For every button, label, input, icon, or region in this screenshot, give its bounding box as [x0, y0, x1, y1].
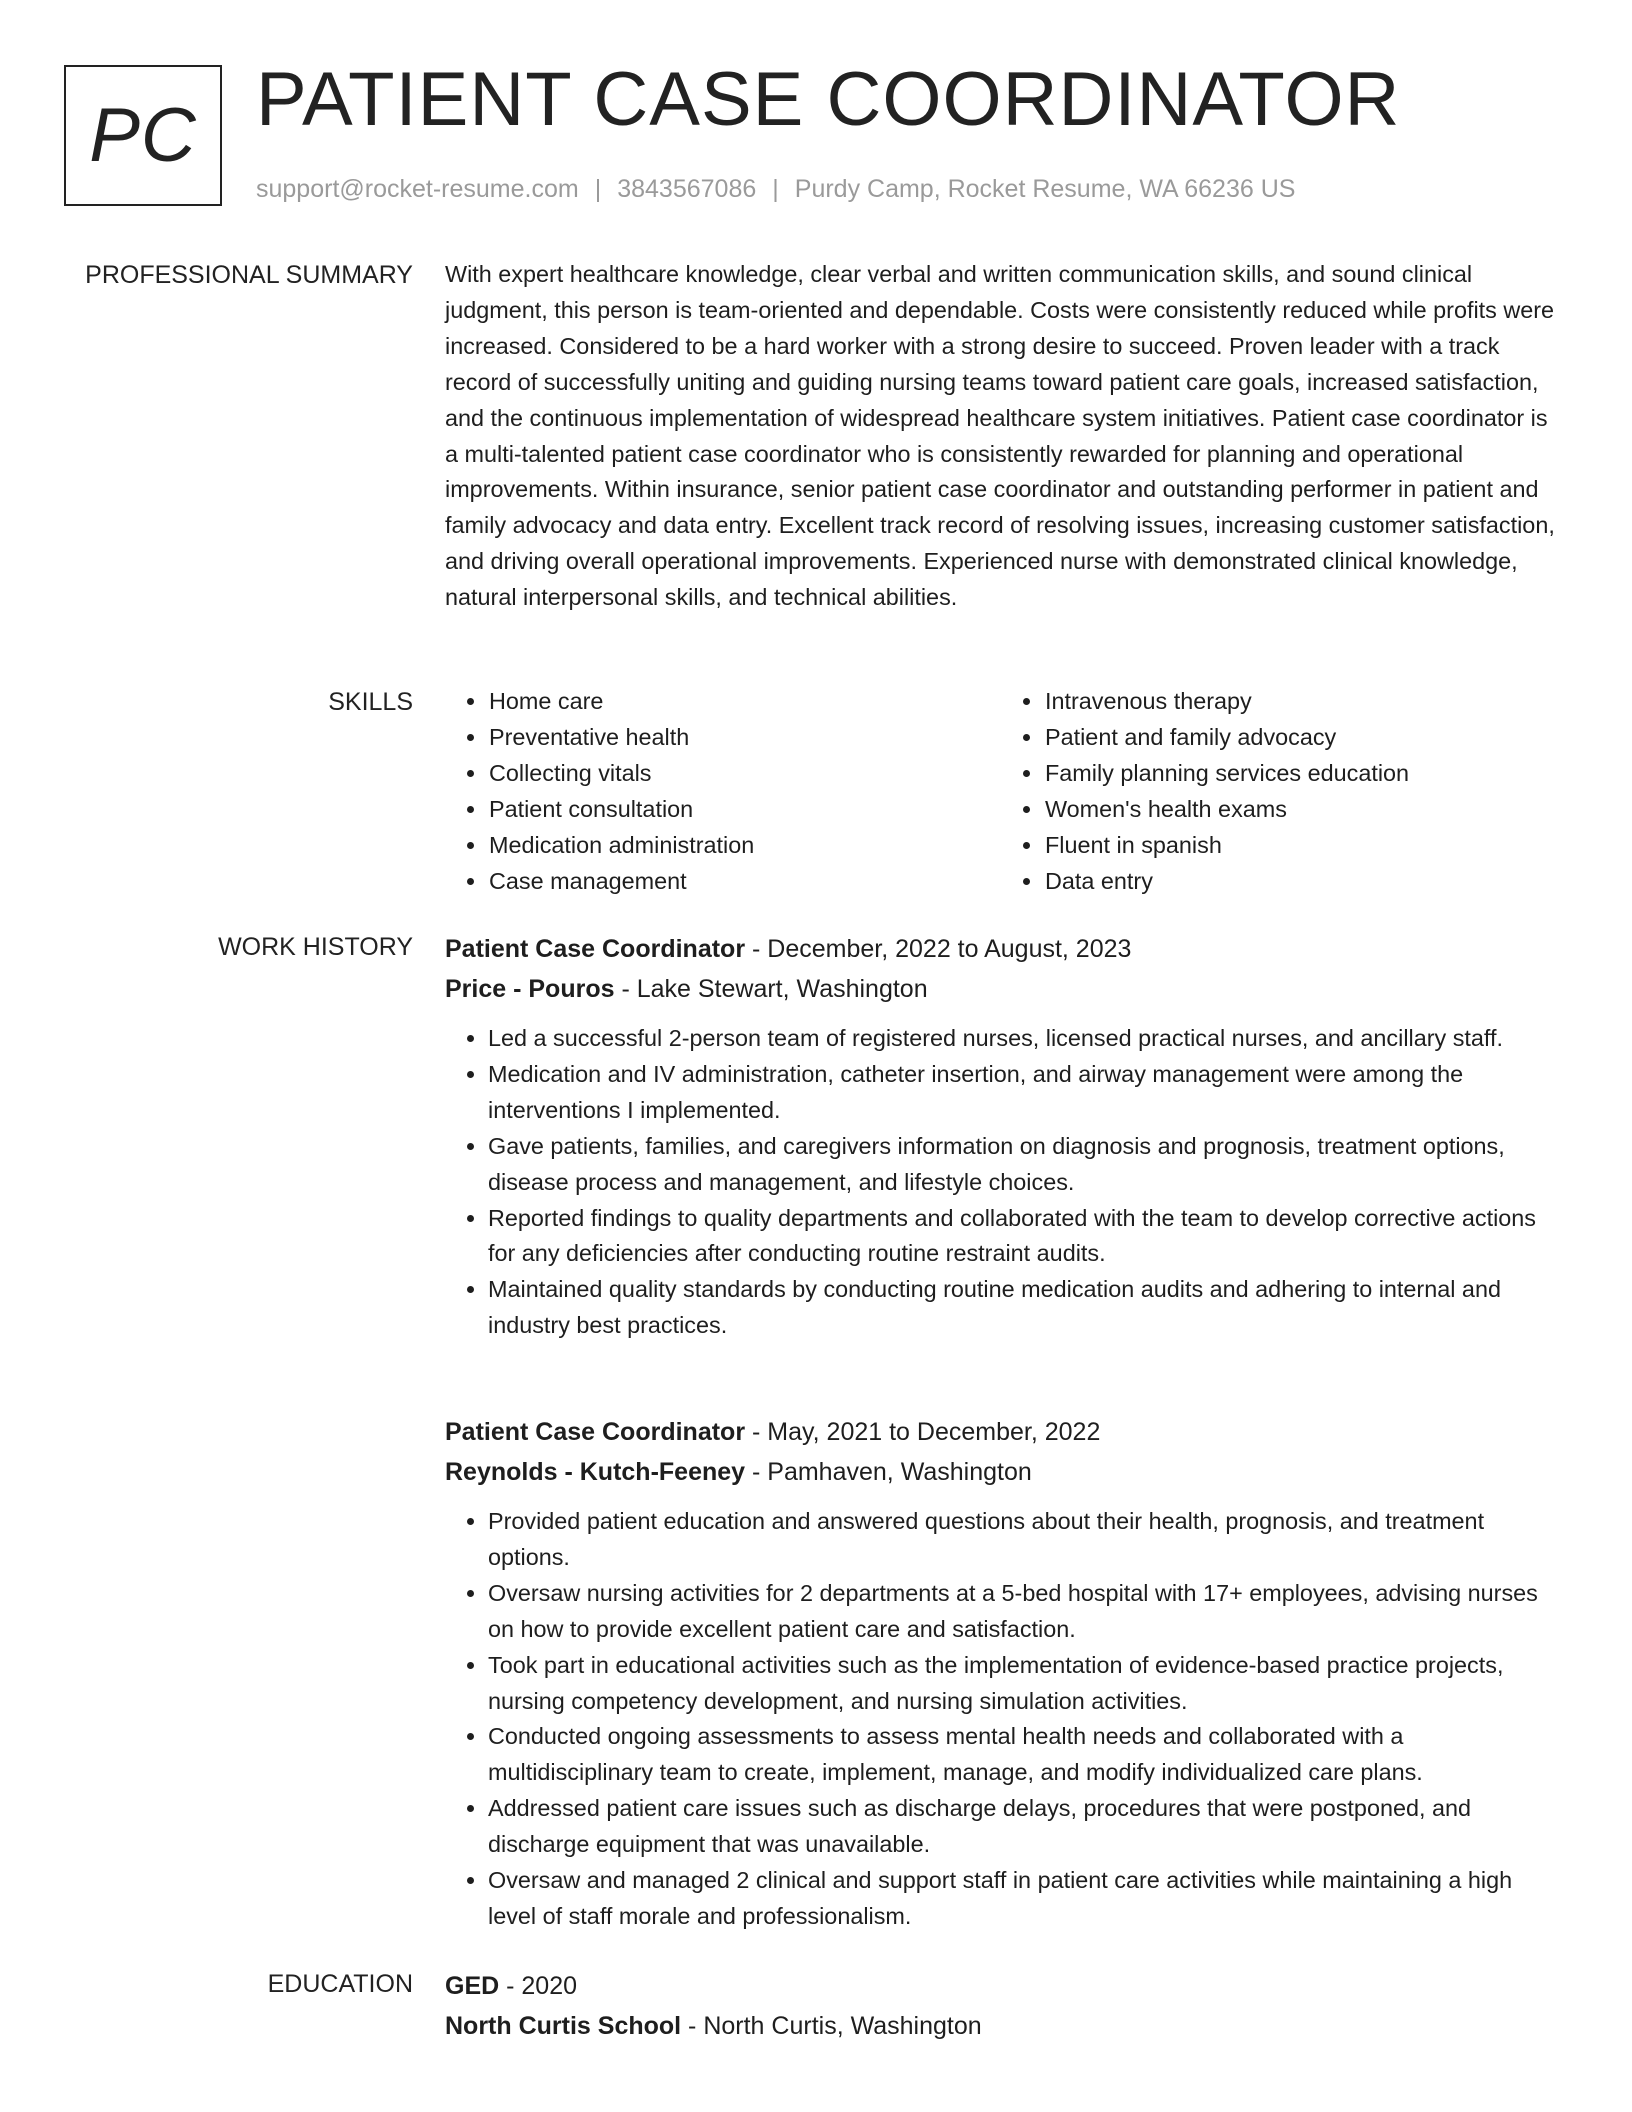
- contact-line: [256, 174, 1295, 204]
- contact-separator: |: [772, 175, 779, 203]
- skill-item: • Family planning services education: [1044, 756, 1557, 792]
- work-history-heading: WORK HISTORY: [218, 933, 413, 961]
- job-title: Patient Case Coordinator: [445, 935, 746, 963]
- job-company: Reynolds - Kutch-Feeney: [445, 1458, 746, 1486]
- job-entry: [445, 929, 1557, 1344]
- skill-item: • Fluent in spanish: [1044, 828, 1557, 864]
- job-bullet: • Reported findings to quality departments and collaborated with the team to develop corrective actions for any deficiencies after conducting routine restraint audits.: [488, 1201, 1557, 1273]
- skill-item: • Case management: [488, 864, 1001, 900]
- skill-item: • Intravenous therapy: [1044, 684, 1557, 720]
- job-title-line: [445, 929, 1557, 969]
- skill-item: • Medication administration: [488, 828, 1001, 864]
- job-bullet: • Oversaw nursing activities for 2 departments at a 5-bed hospital with 17+ employees, advising nurses on how to provide excellent patient care and satisfaction.: [488, 1576, 1557, 1648]
- skill-item: • Collecting vitals: [488, 756, 1001, 792]
- summary-text: With expert healthcare knowledge, clear verbal and written communication skills, and sound clinical judgment, this person is team-oriented and dependable. Costs were consistently reduced while profits were increased. Considered to be a hard worker with a strong desire to succeed. Proven leader with a track record of successfully uniting and guiding nursing teams toward patient care goals, increased satisfaction, and the continuous implementation of widespread healthcare system initiatives. Patient case coordinator is a multi-talented patient case coordinator who is consistently rewarded for planning and operational improvements. Within insurance, senior patient case coordinator and outstanding performer in patient and family advocacy and data entry. Excellent track record of resolving issues, increasing customer satisfaction, and driving overall operational improvements. Experienced nurse with demonstrated clinical knowledge, natural interpersonal skills, and technical abilities.: [445, 261, 1555, 611]
- education-degree: GED: [445, 1972, 500, 2000]
- job-bullet: • Conducted ongoing assessments to assess mental health needs and collaborated with a multidisciplinary team to create, implement, manage, and modify individualized care plans.: [488, 1719, 1557, 1791]
- job-location: - Lake Stewart, Washington: [614, 975, 928, 1003]
- job-company-line: [445, 969, 1557, 1009]
- job-bullets: [445, 1021, 1557, 1344]
- job-location: - Pamhaven, Washington: [745, 1458, 1032, 1486]
- skills-list-left: [445, 684, 1001, 899]
- skills-list-right: [1001, 684, 1557, 899]
- education-heading: EDUCATION: [267, 1970, 413, 1998]
- skills-heading: SKILLS: [328, 688, 413, 716]
- contact-phone[interactable]: 3843567086: [617, 175, 757, 203]
- skill-item: • Home care: [488, 684, 1001, 720]
- job-bullet: • Took part in educational activities such as the implementation of evidence-based practice projects, nursing competency development, and nursing simulation activities.: [488, 1648, 1557, 1720]
- skill-item: • Preventative health: [488, 720, 1001, 756]
- job-bullet: • Medication and IV administration, catheter insertion, and airway management were among the interventions I implemented.: [488, 1057, 1557, 1129]
- job-entry: [445, 1412, 1557, 1935]
- job-bullet: • Gave patients, families, and caregivers information on diagnosis and prognosis, treatment options, disease process and management, and lifestyle choices.: [488, 1129, 1557, 1201]
- job-bullet: • Addressed patient care issues such as discharge delays, procedures that were postponed, and discharge equipment that was unavailable.: [488, 1791, 1557, 1863]
- job-bullet: • Provided patient education and answered questions about their health, prognosis, and treatment options.: [488, 1504, 1557, 1576]
- skill-item: • Patient consultation: [488, 792, 1001, 828]
- job-bullets: [445, 1504, 1557, 1935]
- education-school: North Curtis School: [445, 2012, 682, 2040]
- contact-email[interactable]: support@rocket-resume.com: [256, 175, 579, 203]
- summary-heading: PROFESSIONAL SUMMARY: [85, 261, 413, 289]
- contact-separator: |: [594, 175, 602, 203]
- education-location: - North Curtis, Washington: [681, 2012, 982, 2040]
- education-year: - 2020: [499, 1972, 578, 2000]
- job-company: Price - Pouros: [445, 975, 615, 1003]
- contact-address: Purdy Camp, Rocket Resume, WA 66236 US: [794, 175, 1296, 203]
- job-company-line: [445, 1452, 1557, 1492]
- job-bullet: • Maintained quality standards by conducting routine medication audits and adhering to internal and industry best practices.: [488, 1272, 1557, 1344]
- skill-item: • Data entry: [1044, 864, 1557, 900]
- job-title-line: [445, 1412, 1557, 1452]
- job-title: Patient Case Coordinator: [445, 1418, 746, 1446]
- skill-item: • Women's health exams: [1044, 792, 1557, 828]
- monogram-logo: [64, 65, 222, 206]
- job-dates: - May, 2021 to December, 2022: [745, 1418, 1101, 1446]
- job-dates: - December, 2022 to August, 2023: [745, 935, 1132, 963]
- resume-title: PATIENT CASE COORDINATOR: [256, 57, 1401, 142]
- education-school-line: [445, 2006, 1557, 2046]
- job-bullet: • Oversaw and managed 2 clinical and support staff in patient care activities while maintaining a high level of staff morale and professionalism.: [488, 1863, 1557, 1935]
- education-degree-line: [445, 1966, 1557, 2006]
- monogram-initials: PC: [89, 92, 197, 178]
- job-bullet: • Led a successful 2-person team of registered nurses, licensed practical nurses, and ancillary staff.: [488, 1021, 1557, 1057]
- skill-item: • Patient and family advocacy: [1044, 720, 1557, 756]
